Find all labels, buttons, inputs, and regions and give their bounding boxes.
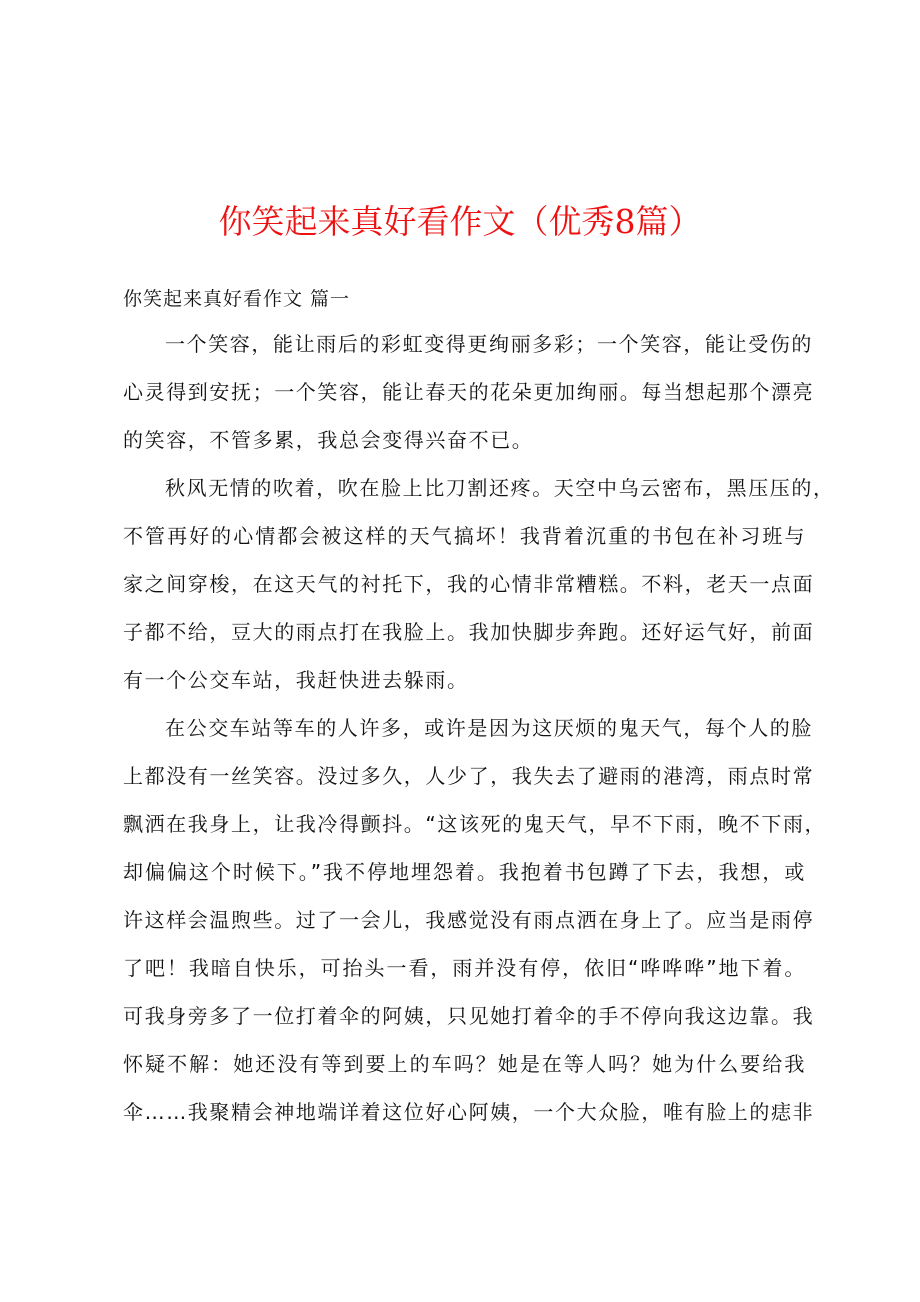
text-line: 许这样会温煦些。过了一会儿，我感觉没有雨点洒在身上了。应当是雨停 [123,908,815,932]
text-line: 的笑容，不管多累，我总会变得兴奋不已。 [123,428,534,452]
section-heading: 你笑起来真好看作文 篇一 [123,288,351,310]
text-line: 有一个公交车站，我赶快进去躲雨。 [123,668,469,692]
text-line: 心灵得到安抚；一个笑容，能让春天的花朵更加绚丽。每当想起那个漂亮 [123,380,815,404]
text-line: 上都没有一丝笑容。没过多久，人少了，我失去了避雨的港湾，雨点时常 [123,764,815,788]
text-line: 不管再好的心情都会被这样的天气搞坏！我背着沉重的书包在补习班与 [123,524,806,548]
text-line: 秋风无情的吹着，吹在脸上比刀割还疼。天空中乌云密布，黑压压的， [165,476,835,500]
text-line: 子都不给，豆大的雨点打在我脸上。我加快脚步奔跑。还好运气好，前面 [123,620,815,644]
text-line: 了吧！我暗自快乐，可抬头一看，雨并没有停，依旧“哗哗哗”地下着。 [123,956,806,980]
text-line: 怀疑不解：她还没有等到要上的车吗？她是在等人吗？她为什么要给我 [123,1052,806,1076]
text-line: 可我身旁多了一位打着伞的阿姨，只见她打着伞的手不停向我这边靠。我 [123,1004,815,1028]
text-line: 却偏偏这个时候下。”我不停地埋怨着。我抱着书包蹲了下去，我想，或 [123,860,806,884]
text-line: 家之间穿梭，在这天气的衬托下，我的心情非常糟糕。不料，老天一点面 [123,572,815,596]
document-title: 你笑起来真好看作文（优秀8篇） [218,202,702,241]
text-line: 伞……我聚精会神地端详着这位好心阿姨，一个大众脸，唯有脸上的痣非 [123,1100,815,1124]
text-line: 一个笑容，能让雨后的彩虹变得更绚丽多彩；一个笑容，能让受伤的 [165,332,813,356]
text-line: 飘洒在我身上，让我冷得颤抖。“这该死的鬼天气，早不下雨，晚不下雨， [123,812,827,836]
text-line: 在公交车站等车的人许多，或许是因为这厌烦的鬼天气，每个人的脸 [165,716,813,740]
